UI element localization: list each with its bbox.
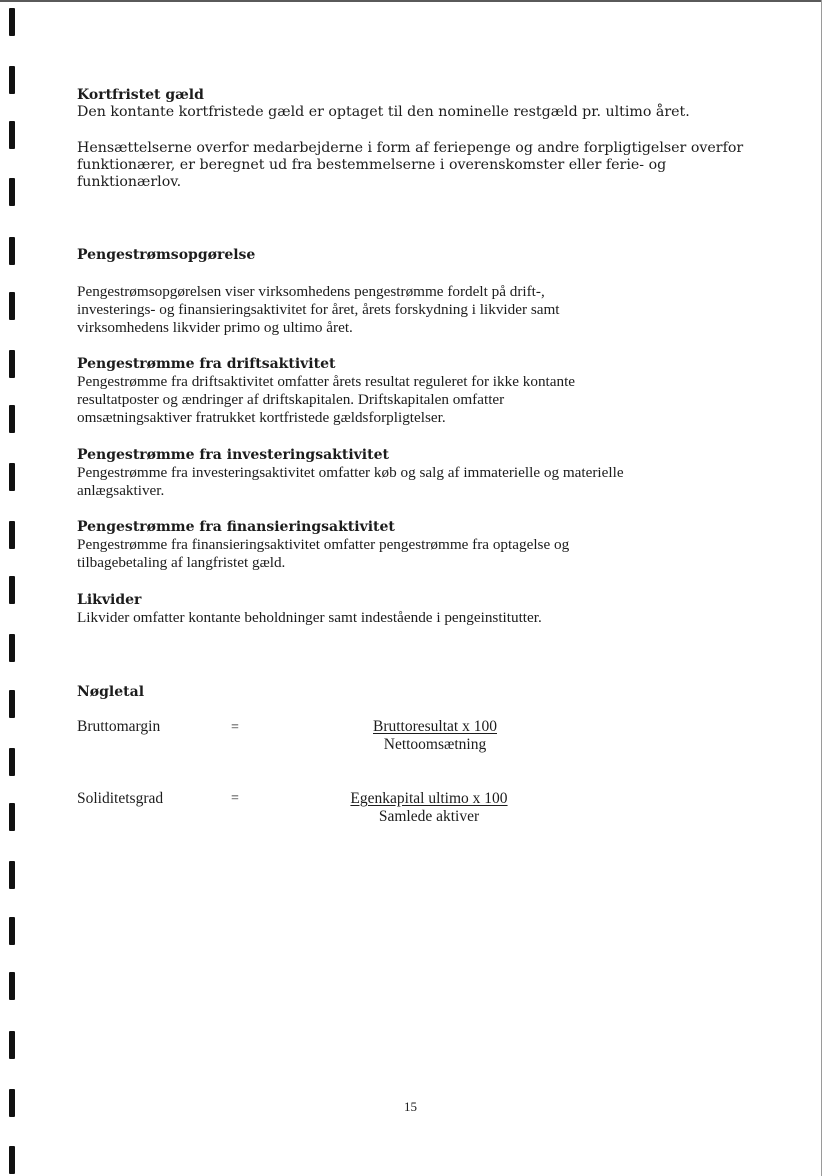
binding-hole (9, 178, 15, 206)
formula-numerator: Bruttoresultat x 100 (373, 718, 497, 735)
paragraph-line: Hensættelserne overfor medarbejderne i form af feriepenge og andre forpligtigelser overfor (77, 140, 744, 156)
binding-hole (9, 463, 15, 491)
paragraph-line: resultatposter og ændringer af driftskapitalen. Driftskapitalen omfatter (77, 391, 505, 408)
paragraph-line: Pengestrømme fra investeringsaktivitet omfatter køb og salg af immaterielle og materielle (77, 464, 624, 481)
section-kortfristet-gaeld (77, 87, 767, 121)
section-driftsaktivitet (77, 356, 767, 427)
formula-label: Soliditetsgrad (77, 790, 164, 807)
section-pengestroemsopgoerelse-body (77, 283, 767, 337)
section-heading: Kortfristet gæld (77, 87, 204, 103)
binding-hole (9, 237, 15, 265)
section-pengestroemsopgoerelse-heading (77, 247, 767, 264)
section-finansieringsaktivitet (77, 519, 767, 572)
paragraph-line: Pengestrømme fra driftsaktivitet omfatter årets resultat reguleret for ikke kontante (77, 373, 576, 390)
binding-hole (9, 972, 15, 1000)
paragraph-line: Pengestrømme fra finansieringsaktivitet omfatter pengestrømme fra optagelse og (77, 536, 570, 553)
formula-fraction (330, 718, 540, 754)
paragraph-line: investerings- og finansieringsaktivitet for året, årets forskydning i likvider samt (77, 301, 560, 318)
formula-label: Bruttomargin (77, 718, 161, 735)
binding-hole (9, 8, 15, 36)
paragraph-line: Likvider omfatter kontante beholdninger samt indestående i pengeinstitutter. (77, 609, 542, 626)
binding-hole (9, 1146, 15, 1174)
binding-hole (9, 1089, 15, 1117)
section-investeringsaktivitet (77, 447, 767, 500)
binding-hole (9, 350, 15, 378)
page-top-edge (0, 0, 822, 2)
equals-sign: = (231, 791, 239, 806)
binding-hole (9, 292, 15, 320)
binding-hole (9, 1031, 15, 1059)
paragraph-line: funktionærlov. (77, 174, 182, 190)
formula-denominator: Nettoomsætning (383, 736, 487, 753)
paragraph-line: omsætningsaktiver fratrukket kortfristede gældsforpligtelser. (77, 409, 446, 426)
section-heading: Pengestrømsopgørelse (77, 247, 256, 263)
paragraph-line: funktionærer, er beregnet ud fra bestemmelserne i overenskomster eller ferie- og (77, 157, 667, 173)
binding-hole (9, 634, 15, 662)
paragraph-hensaettelser (77, 140, 767, 191)
paragraph-line: virksomhedens likvider primo og ultimo året. (77, 319, 353, 336)
binding-hole (9, 121, 15, 149)
section-heading: Pengestrømme fra finansieringsaktivitet (77, 519, 395, 535)
binding-hole (9, 748, 15, 776)
paragraph-line: anlægsaktiver. (77, 482, 165, 499)
section-heading: Pengestrømme fra investeringsaktivitet (77, 447, 389, 463)
section-likvider (77, 592, 767, 627)
formula-denominator: Samlede aktiver (378, 808, 480, 825)
binding-hole (9, 861, 15, 889)
formula-fraction (314, 790, 544, 826)
binding-hole (9, 576, 15, 604)
binding-hole (9, 803, 15, 831)
page-number: 15 (404, 1099, 417, 1114)
equals-sign: = (231, 720, 239, 735)
paragraph-line: tilbagebetaling af langfristet gæld. (77, 554, 286, 571)
paragraph-line: Den kontante kortfristede gæld er optaget til den nominelle restgæld pr. ultimo året. (77, 104, 690, 120)
binding-hole (9, 917, 15, 945)
binding-hole (9, 521, 15, 549)
paragraph-line: Pengestrømsopgørelsen viser virksomhedens pengestrømme fordelt på drift-, (77, 283, 545, 300)
formula-numerator: Egenkapital ultimo x 100 (350, 790, 508, 807)
binding-hole (9, 405, 15, 433)
section-heading: Nøgletal (77, 684, 145, 700)
section-noegletal-heading (77, 684, 767, 701)
binding-hole (9, 690, 15, 718)
section-heading: Likvider (77, 592, 142, 608)
binding-hole (9, 66, 15, 94)
section-heading: Pengestrømme fra driftsaktivitet (77, 356, 336, 372)
